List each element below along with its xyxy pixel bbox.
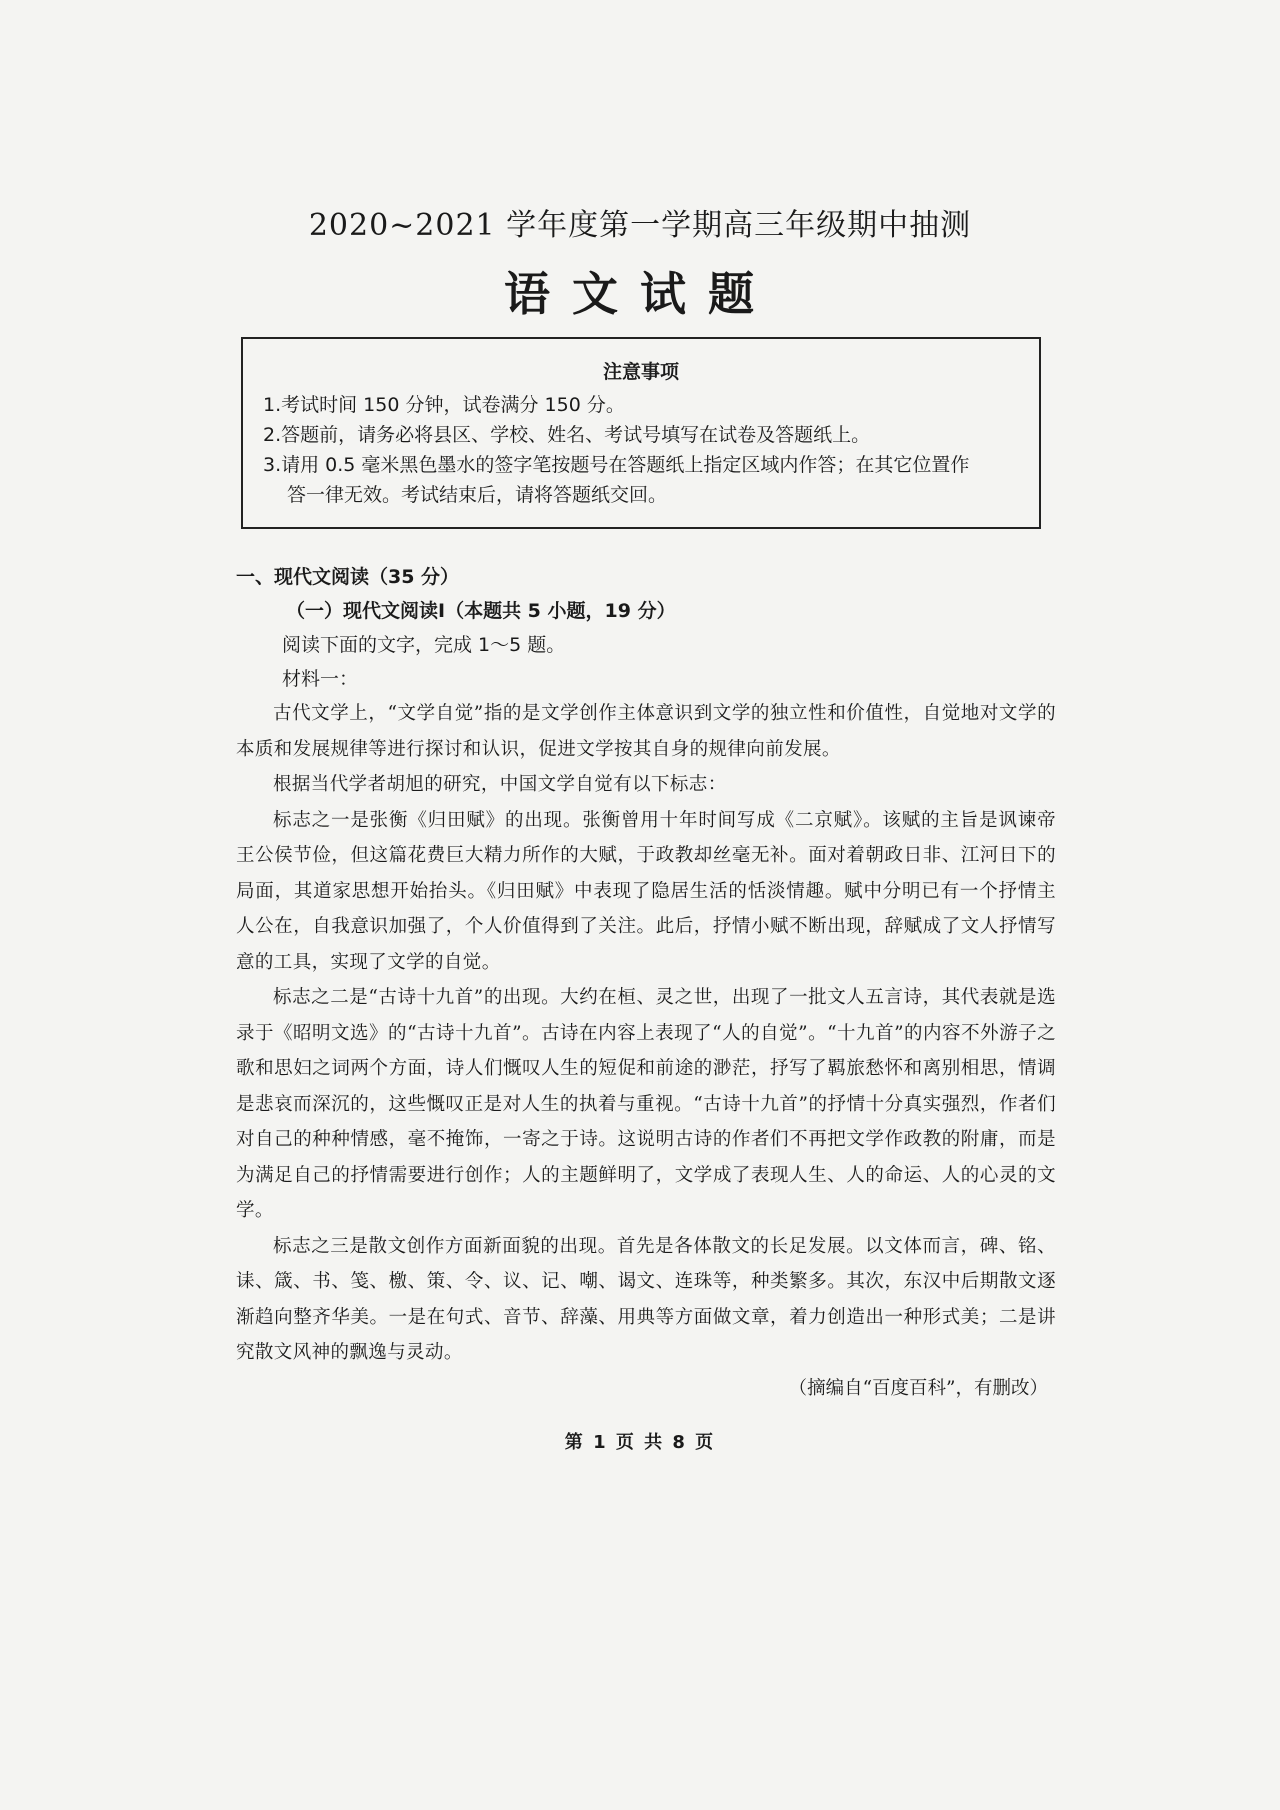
exam-title: 2020~2021 学年度第一学期高三年级期中抽测 [308,208,972,243]
notice-box [241,337,1041,529]
passage-paragraph: 标志之二是“古诗十九首”的出现。大约在桓、灵之世，出现了一批文人五言诗，其代表就是选录于《昭明文选》的“古诗十九首”。古诗在内容上表现了“人的自觉”。“十九首”的内容不外游子之歌和思妇之词两个方面，诗人们慨叹人生的短促和前途的渺茫，抒写了羁旅愁怀和离别相思，情调是悲哀而深沉的，这些慨叹正是对人生的执着与重视。“古诗十九首”的抒情十分真实强烈，作者们对自己的种种情感，毫不掩饰，一寄之于诗。这说明古诗的作者们不再把文学作政教的附庸，而是为满足自己的抒情需要进行创作；人的主题鲜明了，文学成了表现人生、人的命运、人的心灵的文学。 [236,987,1056,1221]
reading-section [236,560,1056,1406]
reading-instruction: 阅读下面的文字，完成 1～5 题。 [282,634,566,656]
notice-item-continuation: 答一律无效。考试结束后，请将答题纸交回。 [287,484,668,506]
notice-item: 2.答题前，请务必将县区、学校、姓名、考试号填写在试卷及答题纸上。 [263,424,871,446]
material-label: 材料一： [282,668,359,690]
passage-paragraph: 古代文学上，“文学自觉”指的是文学创作主体意识到文学的独立性和价值性，自觉地对文学的本质和发展规律等进行探讨和认识，促进文学按其自身的规律向前发展。 [236,703,1056,760]
subsection-heading: （一）现代文阅读Ⅰ（本题共 5 小题，19 分） [286,600,676,622]
subject-title: 语文试题 [504,267,776,321]
passage-paragraph: 标志之三是散文创作方面新面貌的出现。首先是各体散文的长足发展。以文体而言，碑、铭、诔、箴、书、笺、檄、策、令、议、记、嘲、谒文、连珠等，种类繁多。其次，东汉中后期散文逐渐趋向整齐华美。一是在句式、音节、辞藻、用典等方面做文章，着力创造出一种形式美；二是讲究散文风神的飘逸与灵动。 [236,1235,1056,1363]
passage-source: （摘编自“百度百科”，有删改） [788,1377,1048,1399]
passage-paragraph: 根据当代学者胡旭的研究，中国文学自觉有以下标志： [273,774,727,795]
notice-item: 1.考试时间 150 分钟，试卷满分 150 分。 [263,394,625,416]
page-number: 第 1 页 共 8 页 [564,1432,716,1453]
passage-paragraph: 标志之一是张衡《归田赋》的出现。张衡曾用十年时间写成《二京赋》。该赋的主旨是讽谏帝王公侯节俭，但这篇花费巨大精力所作的大赋，于政教却丝毫无补。面对着朝政日非、江河日下的局面，其道家思想开始抬头。《归田赋》中表现了隐居生活的恬淡情趣。赋中分明已有一个抒情主人公在，自我意识加强了，个人价值得到了关注。此后，抒情小赋不断出现，辞赋成了文人抒情写意的工具，实现了文学的自觉。 [236,809,1056,973]
notice-title: 注意事项 [602,361,679,383]
section-heading: 一、现代文阅读（35 分） [236,566,460,588]
notice-item: 3.请用 0.5 毫米黑色墨水的签字笔按题号在答题纸上指定区域内作答；在其它位置作 [263,454,970,476]
